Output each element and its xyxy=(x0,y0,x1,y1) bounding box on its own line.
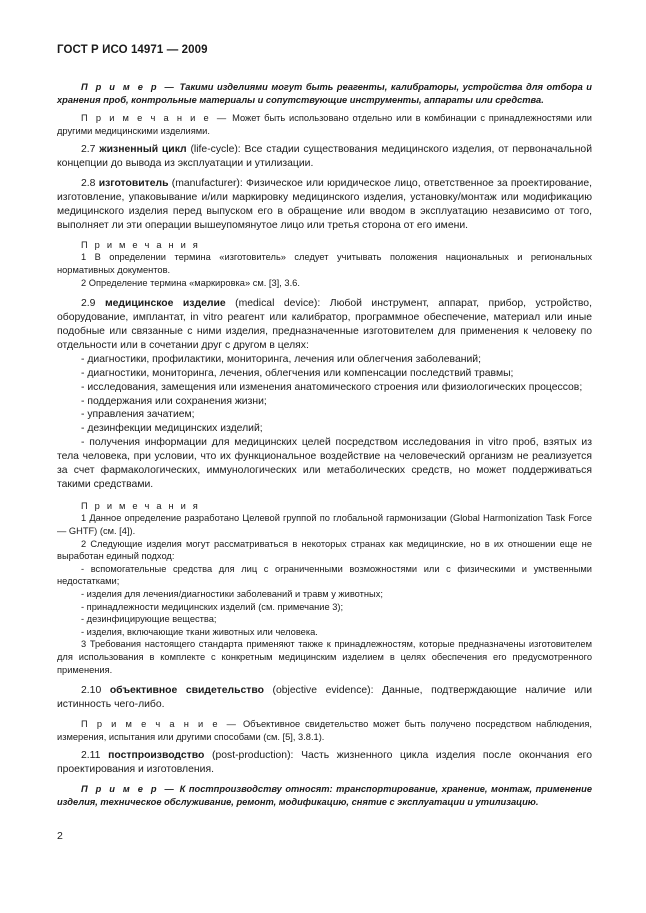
note-text: Может быть использовано отдельно или в комбинации с принадлежностями или другими медицинскими изделиями. xyxy=(57,113,592,136)
definition-text: Физическое или юридическое лицо, ответственное за проектирование, изготовление, упаковывание и/или маркировку медицинского изделия, установку/монтаж или модификацию медицинского изделия перед выпуском его в обращение или вводом в эксплуатацию независимо от того, выполняет ли эти операции вышеупомянутое лицо или третья сторона от его имени. xyxy=(57,178,593,231)
page-content xyxy=(57,81,592,808)
example-text: К постпроизводству относят: транспортирование, хранение, монтаж, применение изделия, техническое обслуживание, ремонт, модификацию, снятие с эксплуатации и утилизацию. xyxy=(57,784,592,807)
definition-term: изготовитель xyxy=(98,178,169,190)
definition-2-11 xyxy=(57,749,592,777)
note-paragraph xyxy=(57,112,592,137)
example-paragraph xyxy=(57,783,592,808)
note-list-item: - вспомогательные средства для лиц с ограниченными возможностями или с физическими и умственными недостатками; xyxy=(57,563,592,587)
list-item: - поддержания или сохранения жизни; xyxy=(81,395,267,407)
note-list-item: - принадлежности медицинских изделий (см. примечание 3); xyxy=(81,601,344,612)
list-item: - дезинфекции медицинских изделий; xyxy=(81,423,263,435)
note-item: 1 В определении термина «изготовитель» следует учитывать положения национальных и региональных нормативных документов. xyxy=(57,252,592,275)
definition-text: Любой инструмент, аппарат, прибор, устройство, оборудование, имплантат, in vitro реагент или калибратор, программное обеспечение, материал или иные подобные или связанные с ними изделия, предназначенные изготовителем для применения к человеку по отдельности или в сочетании друг с другом в целях: xyxy=(57,298,592,351)
notes-label: П р и м е ч а н и я xyxy=(81,239,201,250)
definition-2-9 xyxy=(57,297,592,353)
definition-number: 2.8 xyxy=(81,178,96,190)
definition-term: объективное свидетельство xyxy=(109,685,264,697)
note-list-item: - изделия, включающие ткани животных или человека. xyxy=(81,626,318,637)
definition-english: (objective evidence): xyxy=(272,685,374,697)
definition-english: (medical device): xyxy=(235,298,321,310)
note-paragraph xyxy=(57,718,592,743)
note-item: 3 Требования настоящего стандарта применяют также к принадлежностям, которые предназначены изготовителем для использования в комплекте с конкретным медицинским изделием в целях обеспечения его предусмотренного применения. xyxy=(57,639,592,675)
definition-text: Все стадии существования медицинского изделия, от первоначальной концепции до вывода из эксплуатации и утилизации. xyxy=(57,144,593,170)
definition-text: Часть жизненного цикла изделия после окончания его проектирования и изготовления. xyxy=(57,750,593,776)
note-item: 1 Данное определение разработано Целевой группой по глобальной гармонизации (Global Harmonization Task Force — GHTF) (см. [4]). xyxy=(57,513,592,537)
note-text: Объективное свидетельство может быть получено посредством наблюдения, измерения, испытания или другими способами (см. [5], 3.8.1). xyxy=(57,719,592,742)
example-label: П р и м е р — xyxy=(81,784,177,794)
definition-2-10 xyxy=(57,684,592,712)
example-paragraph xyxy=(57,81,592,106)
list-item: - диагностики, профилактики, мониторинга, лечения или облегчения заболеваний; xyxy=(81,353,481,365)
definition-2-7 xyxy=(57,143,592,171)
definition-number: 2.7 xyxy=(81,144,96,156)
example-text: Такими изделиями могут быть реагенты, калибраторы, устройства для отбора и хранения проб, контрольные материалы и сопутствующие инструменты, аппараты или средства. xyxy=(57,82,592,105)
list-item: - получения информации для медицинских целей посредством исследования in vitro проб, взятых из тела человека, при условии, что их функциональное воздействие на человеческий организм не реализуется за счет фармакологических, иммунологических или метаболических средств, но может поддерживаться такими средствами. xyxy=(57,437,592,490)
note-item: 2 Определение термина «маркировка» см. [3], 3.6. xyxy=(81,277,300,288)
definition-english: (life-cycle): xyxy=(190,144,241,156)
definition-number: 2.11 xyxy=(81,750,101,762)
definition-english: (post-production): xyxy=(212,750,294,762)
page-number: 2 xyxy=(57,830,63,842)
note-item: 2 Следующие изделия могут рассматриваться в некоторых странах как медицинские, но в их отношении еще не выработан единый подход: xyxy=(57,538,592,562)
definition-term: постпроизводство xyxy=(108,750,205,762)
definition-term: медицинское изделие xyxy=(104,298,226,310)
definition-number: 2.10 xyxy=(81,685,102,697)
list-item: - диагностики, мониторинга, лечения, облегчения или компенсации последствий травмы; xyxy=(81,367,514,379)
note-label: П р и м е ч а н и е — xyxy=(81,113,229,124)
definition-number: 2.9 xyxy=(81,298,96,310)
definition-2-8 xyxy=(57,177,592,233)
definition-term: жизненный цикл xyxy=(99,144,187,156)
list-item: - исследования, замещения или изменения анатомического строения или физиологических процессов; xyxy=(81,381,583,393)
definition-text: Данные, подтверждающие наличие или истинность чего-либо. xyxy=(57,685,592,711)
note-label: П р и м е ч а н и е — xyxy=(81,719,239,729)
note-list-item: - изделия для лечения/диагностики заболеваний и травм у животных; xyxy=(81,589,383,600)
notes-label: П р и м е ч а н и я xyxy=(81,500,201,511)
list-item: - управления зачатием; xyxy=(81,409,195,421)
document-header: ГОСТ Р ИСО 14971 — 2009 xyxy=(57,44,208,56)
example-label: П р и м е р — xyxy=(81,82,177,92)
note-list-item: - дезинфицирующие вещества; xyxy=(81,614,217,625)
definition-english: (manufacturer): xyxy=(171,178,243,190)
